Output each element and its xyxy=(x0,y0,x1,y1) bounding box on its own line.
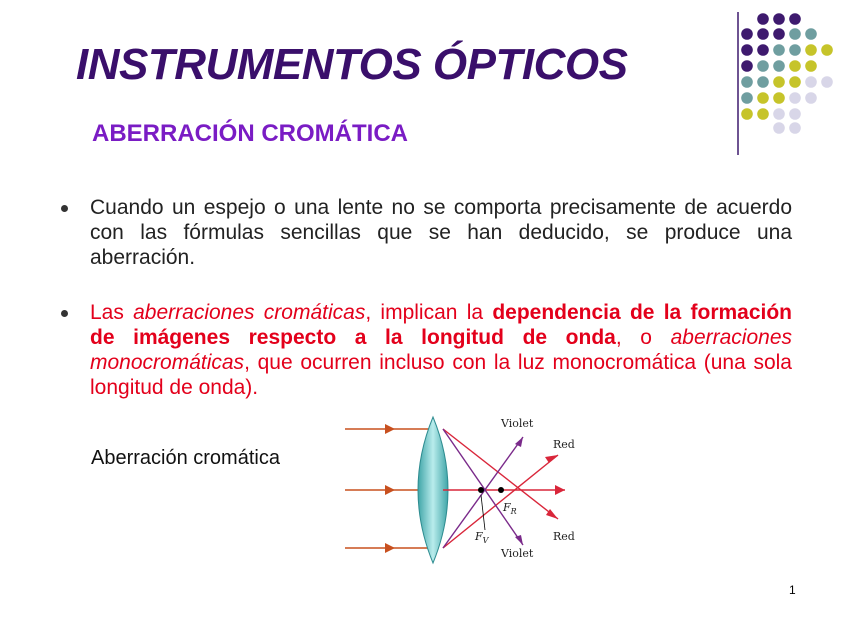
bullet-list xyxy=(58,195,792,430)
bullet-dot-icon xyxy=(61,205,68,212)
focal-point-violet xyxy=(478,487,484,493)
slide-subtitle: ABERRACIÓN CROMÁTICA xyxy=(92,120,408,147)
bullet-text-1: Cuando un espejo o una lente no se comporta precisamente de acuerdo con las fórmulas sencillas que se han deducido, se produce una aberración. xyxy=(90,196,792,269)
fr-main: F xyxy=(503,501,511,514)
label-violet-bottom: Violet xyxy=(501,547,534,560)
dot-row-7 xyxy=(741,108,801,120)
fr-sub: R xyxy=(510,507,517,516)
bullet-text-2 xyxy=(90,300,792,400)
dot-row-1 xyxy=(757,13,801,25)
slide-title: INSTRUMENTOS ÓPTICOS xyxy=(76,40,628,89)
text-segment: , o xyxy=(615,326,671,349)
fv-main: F xyxy=(475,530,483,543)
italic-term-monochromatic: aberraciones monocromáticas xyxy=(90,326,792,374)
text-segment: , que ocurren incluso con la luz monocromática (una sola longitud de onda). xyxy=(90,351,792,399)
dot-row-2 xyxy=(741,28,817,40)
bullet-item-1 xyxy=(58,195,792,270)
dot-row-3 xyxy=(741,44,833,56)
dot-row-4 xyxy=(741,60,817,72)
label-red-top: Red xyxy=(553,438,575,451)
label-violet-top: Violet xyxy=(501,417,534,430)
dot-row-5 xyxy=(741,76,833,88)
bullet-item-2 xyxy=(58,300,792,400)
dot-row-6 xyxy=(741,92,817,104)
fv-sub: V xyxy=(482,536,489,545)
italic-term-chromatic: aberraciones cromáticas xyxy=(133,301,366,324)
chromatic-aberration-diagram xyxy=(343,415,608,570)
text-segment: , implican la xyxy=(365,301,493,324)
decorative-dot-grid xyxy=(734,10,834,160)
text-segment: Las xyxy=(90,301,134,324)
dot-row-8 xyxy=(773,122,801,134)
bullet-dot-icon xyxy=(61,310,68,317)
page-number: 1 xyxy=(789,583,796,597)
label-red-bottom: Red xyxy=(553,530,575,543)
figure-caption: Aberración cromática xyxy=(91,447,280,469)
focal-point-red xyxy=(498,487,504,493)
bold-emphasis: dependencia de la formación de imágenes respecto a la longitud de onda xyxy=(90,301,793,349)
